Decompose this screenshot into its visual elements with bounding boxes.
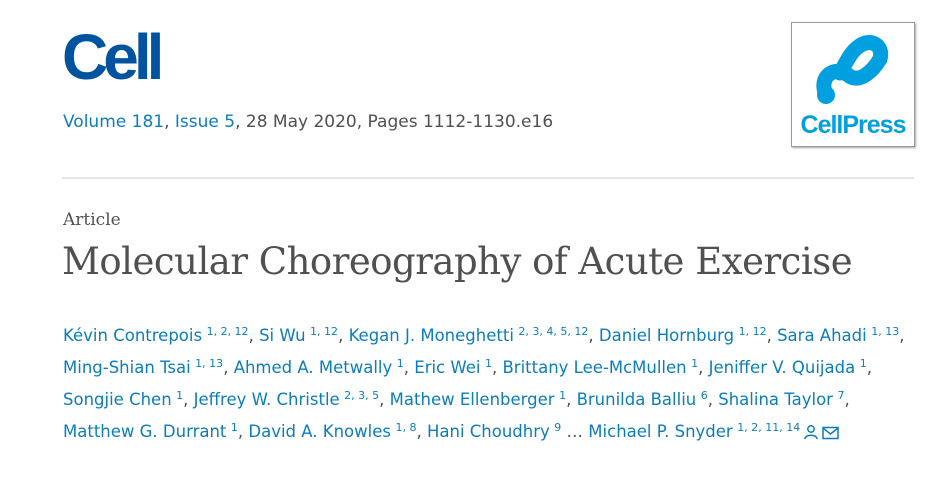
- author-separator: ,: [416, 422, 427, 441]
- author-affiliation[interactable]: 7: [833, 389, 845, 402]
- author-name[interactable]: Jeffrey W. Christle $^{2, 3, 5}$: [193, 389, 380, 409]
- author-affiliation[interactable]: 2, 3, 5: [340, 389, 380, 402]
- issue-citation: [63, 110, 553, 134]
- author-affiliation[interactable]: 1: [172, 389, 184, 402]
- author-separator: ,: [588, 326, 599, 345]
- author-name[interactable]: Sara Ahadi $^{1, 13}$: [777, 325, 900, 345]
- cellpress-wordmark: CellPress: [800, 111, 906, 139]
- author-name[interactable]: Kévin Contrepois $^{1, 2, 12}$: [63, 325, 249, 345]
- author-separator: ,: [183, 390, 194, 409]
- author-affiliation[interactable]: 1, 12: [735, 325, 767, 338]
- author-separator: ,: [866, 358, 872, 377]
- cell-journal-logo[interactable]: Cell: [62, 21, 160, 93]
- author-name[interactable]: Daniel Hornburg $^{1, 12}$: [598, 325, 767, 345]
- author-list: [63, 320, 915, 448]
- author-affiliation[interactable]: 1: [393, 357, 404, 370]
- author-name[interactable]: David A. Knowles $^{1, 8}$: [248, 421, 417, 441]
- author-affiliation[interactable]: 1: [481, 357, 492, 370]
- article-type: Article: [63, 210, 121, 230]
- cellpress-mark-icon: [812, 29, 894, 111]
- author-name[interactable]: Kegan J. Moneghetti $^{2, 3, 4, 5, 12}$: [348, 325, 589, 345]
- author-affiliation[interactable]: 1, 12: [306, 325, 339, 338]
- author-affiliation[interactable]: 1: [687, 357, 699, 370]
- author-affiliation[interactable]: 1, 2, 12: [203, 325, 249, 338]
- author-separator: ,: [338, 326, 349, 345]
- author-affiliation[interactable]: 1, 8: [391, 421, 417, 434]
- author-affiliation[interactable]: 1: [227, 421, 238, 434]
- author-name[interactable]: Brunilda Balliu $^6$: [576, 389, 708, 409]
- author-separator: ,: [698, 358, 709, 377]
- article-title: Molecular Choreography of Acute Exercise: [62, 240, 853, 283]
- author-name[interactable]: Matthew G. Durrant $^1$: [63, 421, 238, 441]
- person-icon[interactable]: [803, 424, 819, 440]
- author-separator: ,: [237, 422, 249, 441]
- author-separator: ,: [899, 326, 905, 345]
- author-separator: ,: [566, 390, 577, 409]
- author-affiliation[interactable]: 2, 3, 4, 5, 12: [514, 325, 589, 338]
- author-name[interactable]: Michael P. Snyder $^{1, 2, 11, 14}$: [588, 421, 801, 441]
- cellpress-logo[interactable]: [791, 22, 915, 147]
- author-name[interactable]: Eric Wei $^1$: [414, 357, 492, 377]
- envelope-icon[interactable]: [822, 426, 839, 440]
- author-separator: ,: [707, 390, 719, 409]
- author-separator: ,: [223, 358, 234, 377]
- author-affiliation[interactable]: 1, 13: [867, 325, 900, 338]
- author-affiliation[interactable]: 6: [697, 389, 708, 402]
- author-affiliation[interactable]: 1: [856, 357, 867, 370]
- author-separator: ,: [844, 390, 850, 409]
- author-name[interactable]: Jeniffer V. Quijada $^1$: [708, 357, 867, 377]
- author-separator: ,: [248, 326, 260, 345]
- author-name[interactable]: Ahmed A. Metwally $^1$: [233, 357, 404, 377]
- author-name[interactable]: Brittany Lee-McMullen $^1$: [502, 357, 699, 377]
- author-name[interactable]: Ming-Shian Tsai $^{1, 13}$: [63, 357, 224, 377]
- volume-link[interactable]: Volume 181: [63, 112, 165, 132]
- author-name[interactable]: Shalina Taylor $^7$: [718, 389, 845, 409]
- author-name[interactable]: Si Wu $^{1, 12}$: [259, 325, 339, 345]
- author-separator: ,: [379, 390, 390, 409]
- author-separator: ,: [403, 358, 415, 377]
- author-affiliation[interactable]: 1: [555, 389, 567, 402]
- author-affiliation[interactable]: 1, 13: [191, 357, 224, 370]
- author-affiliation[interactable]: 9: [550, 421, 562, 434]
- author-affiliation[interactable]: 1, 2, 11, 14: [733, 421, 801, 434]
- author-separator: ,: [766, 326, 778, 345]
- author-name[interactable]: Songjie Chen $^1$: [63, 389, 184, 409]
- author-name[interactable]: Mathew Ellenberger $^1$: [389, 389, 567, 409]
- author-ellipsis[interactable]: …: [561, 422, 589, 441]
- issue-comma: ,: [164, 112, 175, 132]
- author-separator: ,: [491, 358, 503, 377]
- issue-link[interactable]: Issue 5: [174, 112, 236, 132]
- author-name[interactable]: Hani Choudhry $^9$: [426, 421, 562, 441]
- issue-details: , 28 May 2020, Pages 1112-1130.e16: [235, 112, 554, 132]
- header-divider: [62, 177, 914, 179]
